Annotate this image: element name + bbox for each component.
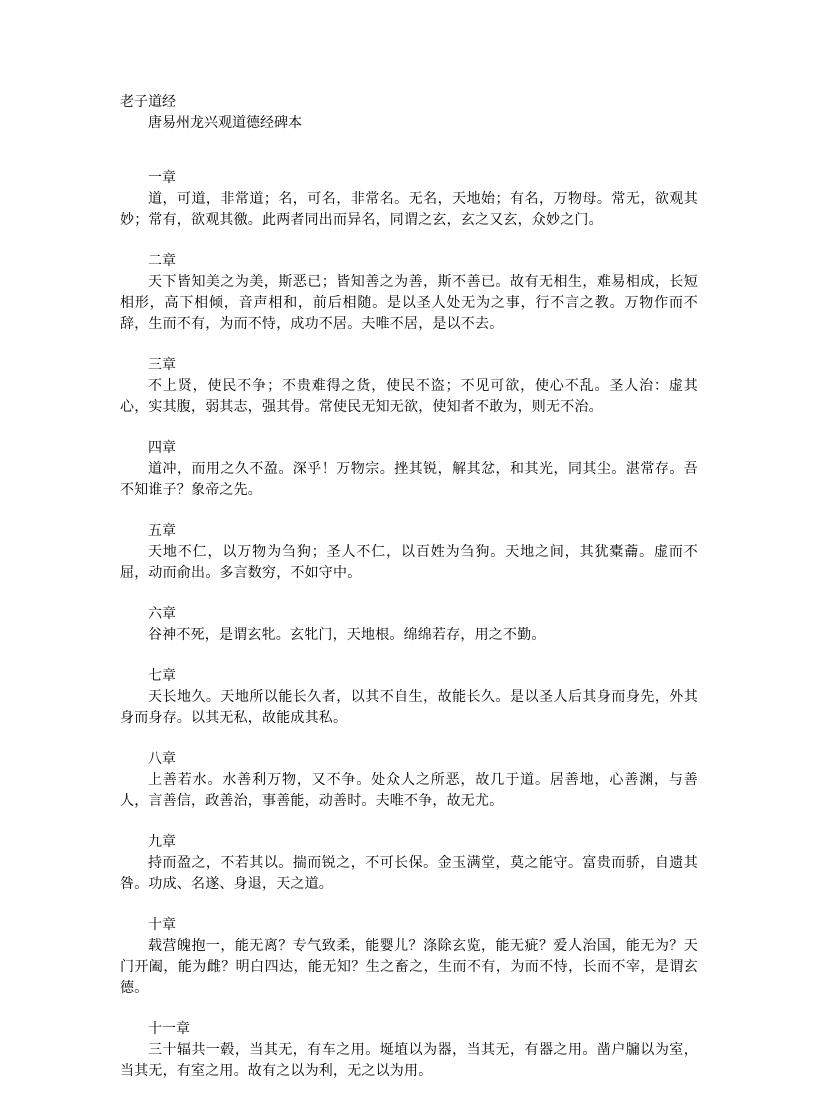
- document-page: [120, 92, 698, 1102]
- chapter-text: 道冲，而用之久不盈。深乎！万物宗。挫其锐，解其忿，和其光，同其尘。湛常存。吾不知谁子？象帝之先。: [120, 461, 698, 498]
- chapter-4: [120, 438, 698, 501]
- spacer: [120, 134, 698, 168]
- chapter-text: 谷神不死，是谓玄牝。玄牝门，天地根。绵绵若存，用之不勤。: [148, 627, 546, 643]
- chapter-text: 天地不仁，以万物为刍狗；圣人不仁，以百姓为刍狗。天地之间，其犹橐蘥。虚而不屈，动而俞出。多言数穷，不如守中。: [120, 544, 698, 581]
- chapter-text: 上善若水。水善利万物，又不争。处众人之所恶，故几于道。居善地，心善渊，与善人，言善信，政善治，事善能，动善时。夫唯不争，故无尤。: [120, 772, 698, 809]
- chapter-10: [120, 915, 698, 999]
- chapter-heading: 二章: [148, 253, 176, 269]
- chapter-text: 道，可道，非常道；名，可名，非常名。无名，天地始；有名，万物母。常无，欲观其妙；常有，欲观其徼。此两者同出而异名，同谓之玄，玄之又玄，众妙之门。: [120, 191, 698, 228]
- chapter-heading: 六章: [148, 606, 176, 622]
- chapter-11: [120, 1019, 698, 1082]
- chapter-2: [120, 251, 698, 335]
- chapter-heading: 五章: [148, 523, 176, 539]
- chapter-heading: 一章: [148, 170, 176, 186]
- chapter-6: [120, 604, 698, 646]
- chapter-5: [120, 521, 698, 584]
- chapter-8: [120, 749, 698, 812]
- chapter-heading: 四章: [148, 440, 176, 456]
- chapter-text: 持而盈之，不若其以。揣而锐之，不可长保。金玉满堂，莫之能守。富贵而骄，自遗其咎。功成、名遂、身退，天之道。: [120, 855, 698, 892]
- chapter-3: [120, 355, 698, 418]
- chapter-heading: 七章: [148, 668, 176, 684]
- chapter-text: 天下皆知美之为美，斯恶已；皆知善之为善，斯不善已。故有无相生，难易相成，长短相形，高下相倾，音声相和，前后相随。是以圣人处无为之事，行不言之教。万物作而不辞，生而不有，为而不恃，成功不居。夫唯不居，是以不去。: [120, 274, 698, 332]
- chapter-heading: 八章: [148, 751, 176, 767]
- chapter-text: 天长地久。天地所以能长久者，以其不自生，故能长久。是以圣人后其身而身先，外其身而身存。以其无私，故能成其私。: [120, 689, 698, 726]
- chapter-heading: 十章: [148, 917, 176, 933]
- chapter-heading: 十一章: [148, 1021, 190, 1037]
- chapter-1: [120, 168, 698, 231]
- chapter-text: 载营魄抱一，能无离？专气致柔，能婴儿？涤除玄览，能无疵？爱人治国，能无为？天门开阖，能为雌？明白四达，能无知？生之畜之，生而不有，为而不恃，长而不宰，是谓玄德。: [120, 938, 698, 996]
- document-title: 老子道经: [120, 94, 176, 110]
- chapter-7: [120, 666, 698, 729]
- chapter-heading: 九章: [148, 834, 176, 850]
- document-subtitle: 唐易州龙兴观道德经碑本: [148, 115, 302, 131]
- chapter-text: 三十辐共一毂，当其无，有车之用。埏埴以为器，当其无，有器之用。凿户牖以为室，当其无，有室之用。故有之以为利，无之以为用。: [120, 1042, 698, 1079]
- chapter-heading: 三章: [148, 357, 176, 373]
- chapter-text: 不上贤，使民不争；不贵难得之货，使民不盗；不见可欲，使心不乱。圣人治：虚其心，实其腹，弱其志，强其骨。常使民无知无欲，使知者不敢为，则无不治。: [120, 378, 698, 415]
- chapter-9: [120, 832, 698, 895]
